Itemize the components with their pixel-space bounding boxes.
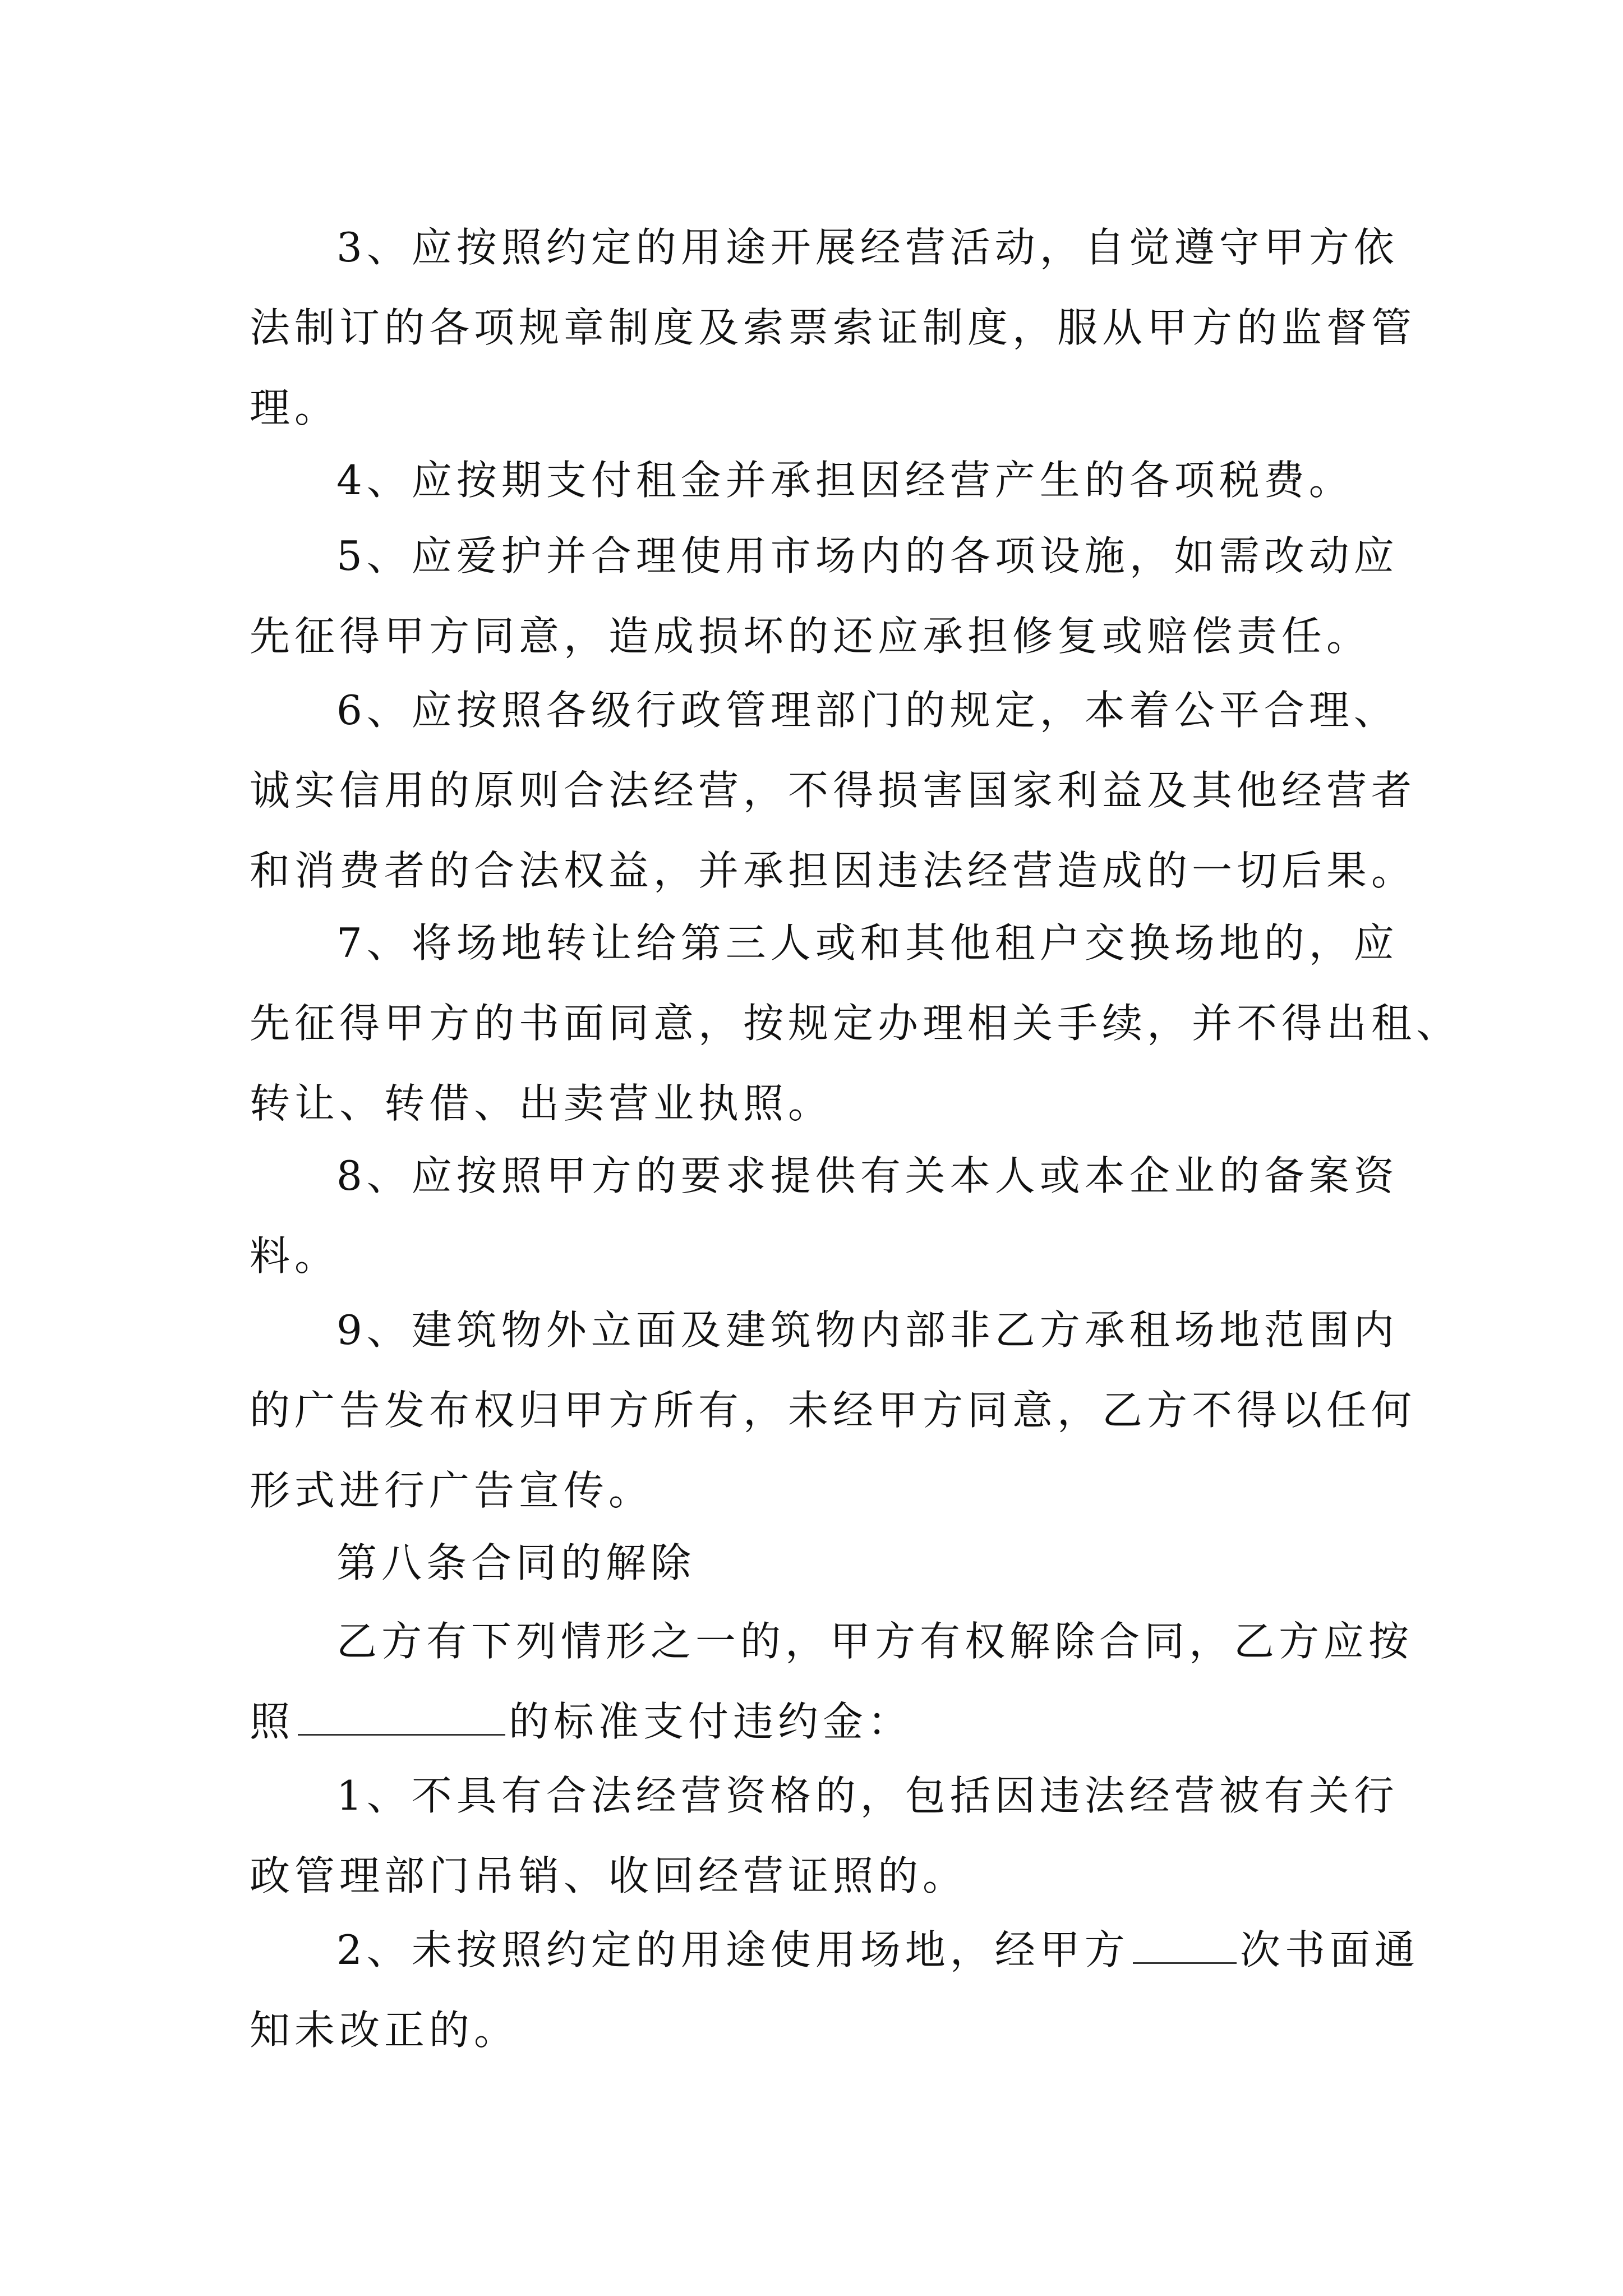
clause-9-line-3: 形式进行广告宣传。 — [250, 1467, 654, 1514]
termination-item-1-line-1: 1、不具有合法经营资格的，包括因违法经营被有关行 — [336, 1772, 1399, 1819]
termination-intro-line-1: 乙方有下列情形之一的，甲方有权解除合同，乙方应按 — [336, 1618, 1414, 1665]
termination-intro-line-2 — [250, 1682, 1388, 1762]
termination-intro-line-2-prefix: 照 — [250, 1698, 295, 1745]
article-8-heading: 第八条合同的解除 — [336, 1539, 696, 1586]
clause-8-line-2: 料。 — [250, 1232, 340, 1280]
clause-3-line-1: 3、应按照约定的用途开展经营活动，自觉遵守甲方依 — [336, 224, 1399, 271]
article-8-heading-block — [250, 1523, 1388, 1603]
penalty-standard-blank — [298, 1699, 505, 1736]
clause-5-paragraph — [250, 516, 1399, 677]
clause-9-line-1: 9、建筑物外立面及建筑物内部非乙方承租场地范围内 — [336, 1306, 1399, 1354]
clause-3-paragraph — [250, 208, 1417, 448]
termination-item-2-line-1 — [250, 1910, 1419, 1990]
clause-5-line-2: 先征得甲方同意，造成损坏的还应承担修复或赔偿责任。 — [250, 613, 1372, 660]
clause-9-paragraph — [250, 1290, 1417, 1531]
clause-8-paragraph — [250, 1136, 1399, 1296]
clause-8-line-1: 8、应按照甲方的要求提供有关本人或本企业的备案资 — [336, 1152, 1399, 1199]
termination-item-2-line-2: 知未改正的。 — [250, 2007, 519, 2054]
termination-item-1-paragraph — [250, 1756, 1399, 1916]
termination-intro-line-2-suffix: 的标准支付违约金： — [509, 1698, 913, 1745]
termination-item-2-line-1-prefix: 2、未按照约定的用途使用场地，经甲方 — [336, 1926, 1129, 1973]
clause-6-paragraph — [250, 670, 1417, 911]
termination-item-2-line-1-suffix: 次书面通 — [1239, 1926, 1419, 1973]
clause-7-line-3: 转让、转借、出卖营业执照。 — [250, 1080, 833, 1127]
clause-3-line-3: 理。 — [250, 384, 340, 431]
termination-item-2-paragraph — [250, 1910, 1419, 2070]
termination-intro-paragraph — [250, 1602, 1414, 1762]
clause-4-paragraph — [250, 440, 1388, 521]
clause-7-line-1: 7、将场地转让给第三人或和其他租户交换场地的，应 — [336, 919, 1399, 967]
clause-6-line-1: 6、应按照各级行政管理部门的规定，本着公平合理、 — [336, 687, 1399, 734]
clause-7-paragraph — [250, 903, 1461, 1144]
clause-9-line-2: 的广告发布权归甲方所有，未经甲方同意，乙方不得以任何 — [250, 1387, 1417, 1434]
termination-item-1-line-2: 政管理部门吊销、收回经营证照的。 — [250, 1852, 968, 1899]
clause-6-line-2: 诚实信用的原则合法经营，不得损害国家利益及其他经营者 — [250, 767, 1417, 814]
clause-6-line-3: 和消费者的合法权益，并承担因违法经营造成的一切后果。 — [250, 847, 1417, 894]
clause-7-line-2: 先征得甲方的书面同意，按规定办理相关手续，并不得出租、 — [250, 1000, 1461, 1047]
clause-4-line-1: 4、应按期支付租金并承担因经营产生的各项税费。 — [336, 457, 1354, 504]
clause-3-line-2: 法制订的各项规章制度及索票索证制度，服从甲方的监督管 — [250, 304, 1417, 351]
notice-count-blank — [1133, 1927, 1237, 1964]
clause-5-line-1: 5、应爱护并合理使用市场内的各项设施，如需改动应 — [336, 532, 1399, 579]
